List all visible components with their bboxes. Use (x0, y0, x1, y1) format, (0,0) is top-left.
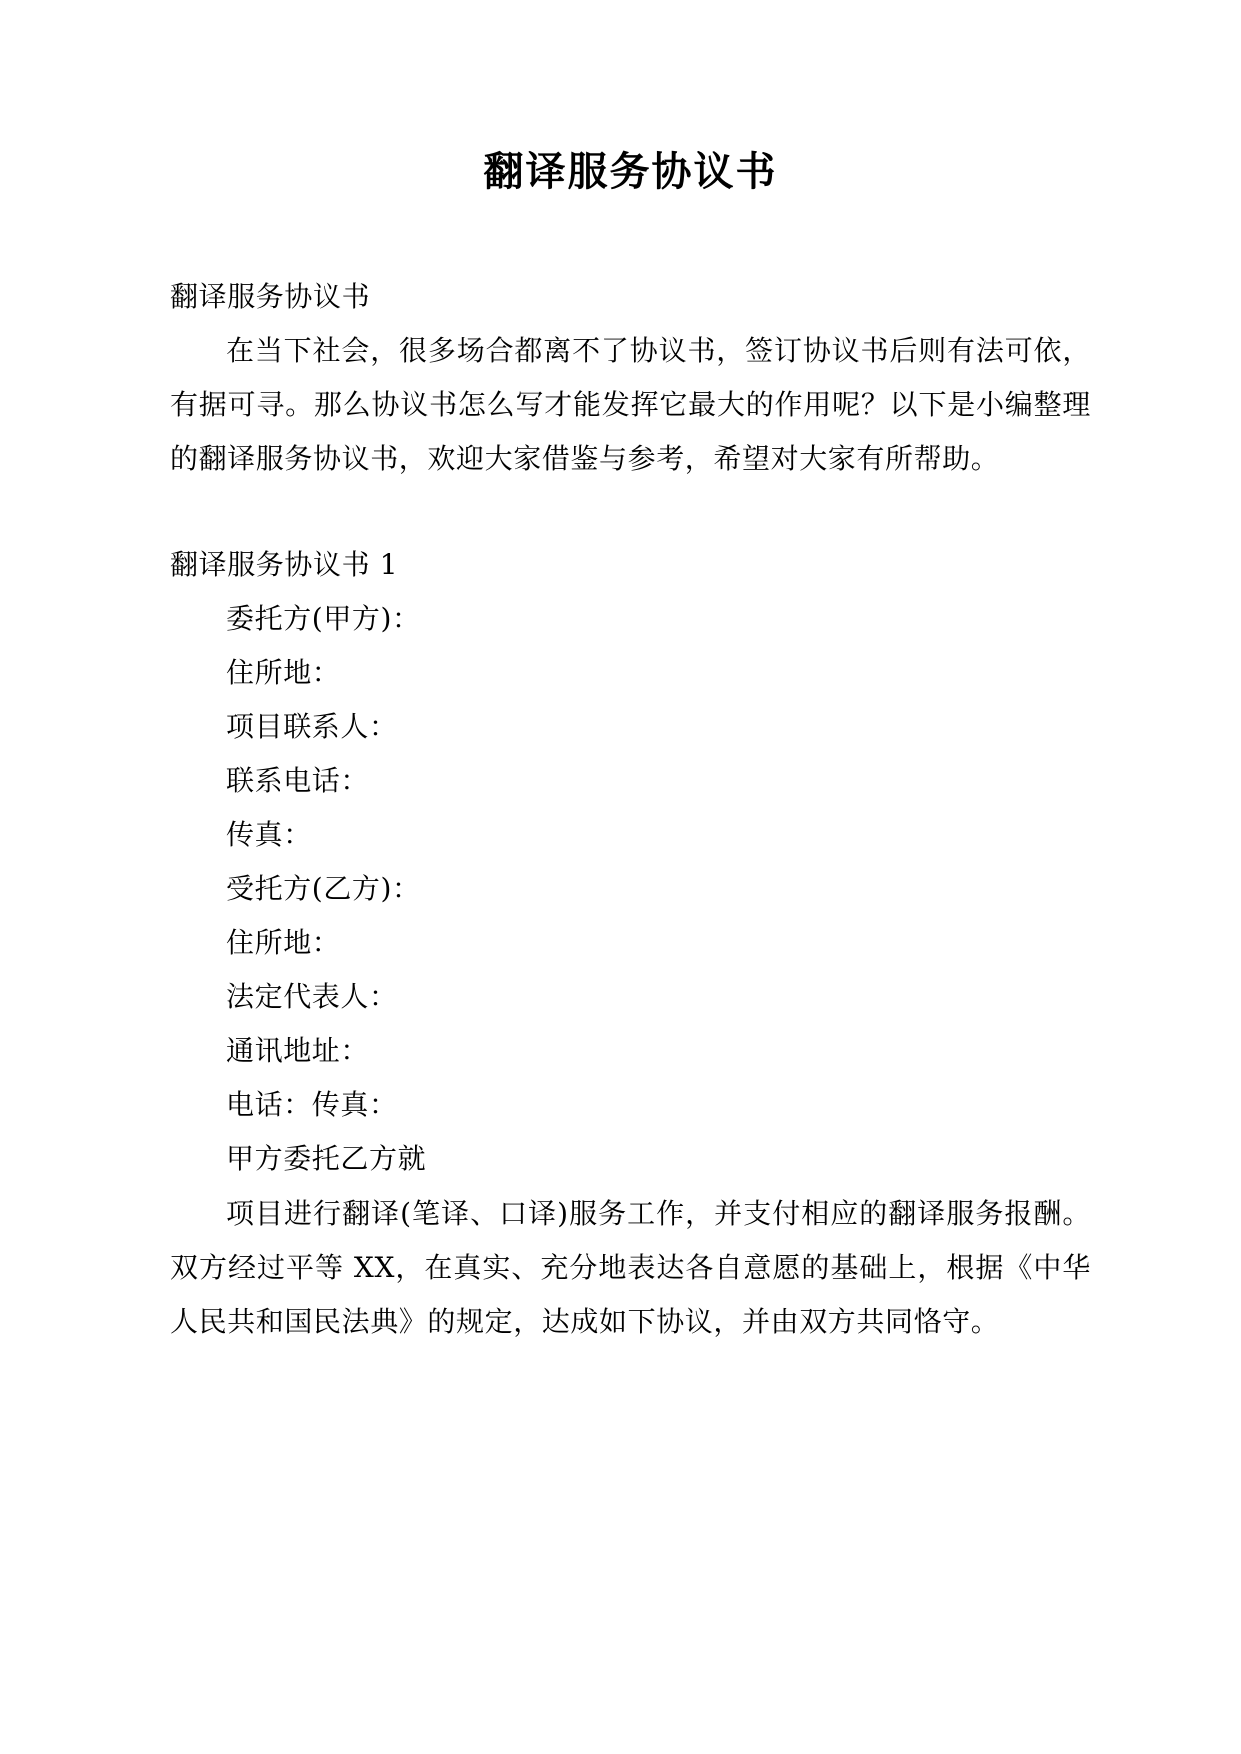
field-line: 法定代表人： (226, 980, 398, 1014)
field-line: 电话：传真： (226, 1088, 398, 1122)
page-title: 翻译服务协议书 (483, 149, 778, 195)
document-heading-repeat: 翻译服务协议书 (170, 280, 371, 313)
field-line: 受托方(乙方)： (226, 872, 421, 906)
field-line: 联系电话： (226, 764, 370, 798)
field-line: 通讯地址： (226, 1034, 370, 1068)
spacer (170, 486, 1091, 538)
field-line: 传真： (226, 818, 312, 852)
field-line: 委托方(甲方)： (226, 602, 421, 636)
field-line: 甲方委托乙方就 (226, 1142, 427, 1176)
intro-paragraph: 在当下社会，很多场合都离不了协议书，签订协议书后则有法可依，有据可寻。那么协议书怎么写才能发挥它最大的作用呢？以下是小编整理的翻译服务协议书，欢迎大家借鉴与参考，希望对大家有所帮助。 (170, 334, 1091, 476)
field-line: 项目联系人： (226, 710, 398, 744)
field-line: 住所地： (226, 926, 341, 960)
closing-paragraph: 项目进行翻译(笔译、口译)服务工作，并支付相应的翻译服务报酬。双方经过平等 XX，在真实、充分地表达各自意愿的基础上，根据《中华人民共和国民法典》的规定，达成如下协议，并由双方共同恪守。 (170, 1196, 1091, 1338)
section-heading: 翻译服务协议书 1 (170, 548, 399, 582)
field-line: 住所地： (226, 656, 341, 690)
